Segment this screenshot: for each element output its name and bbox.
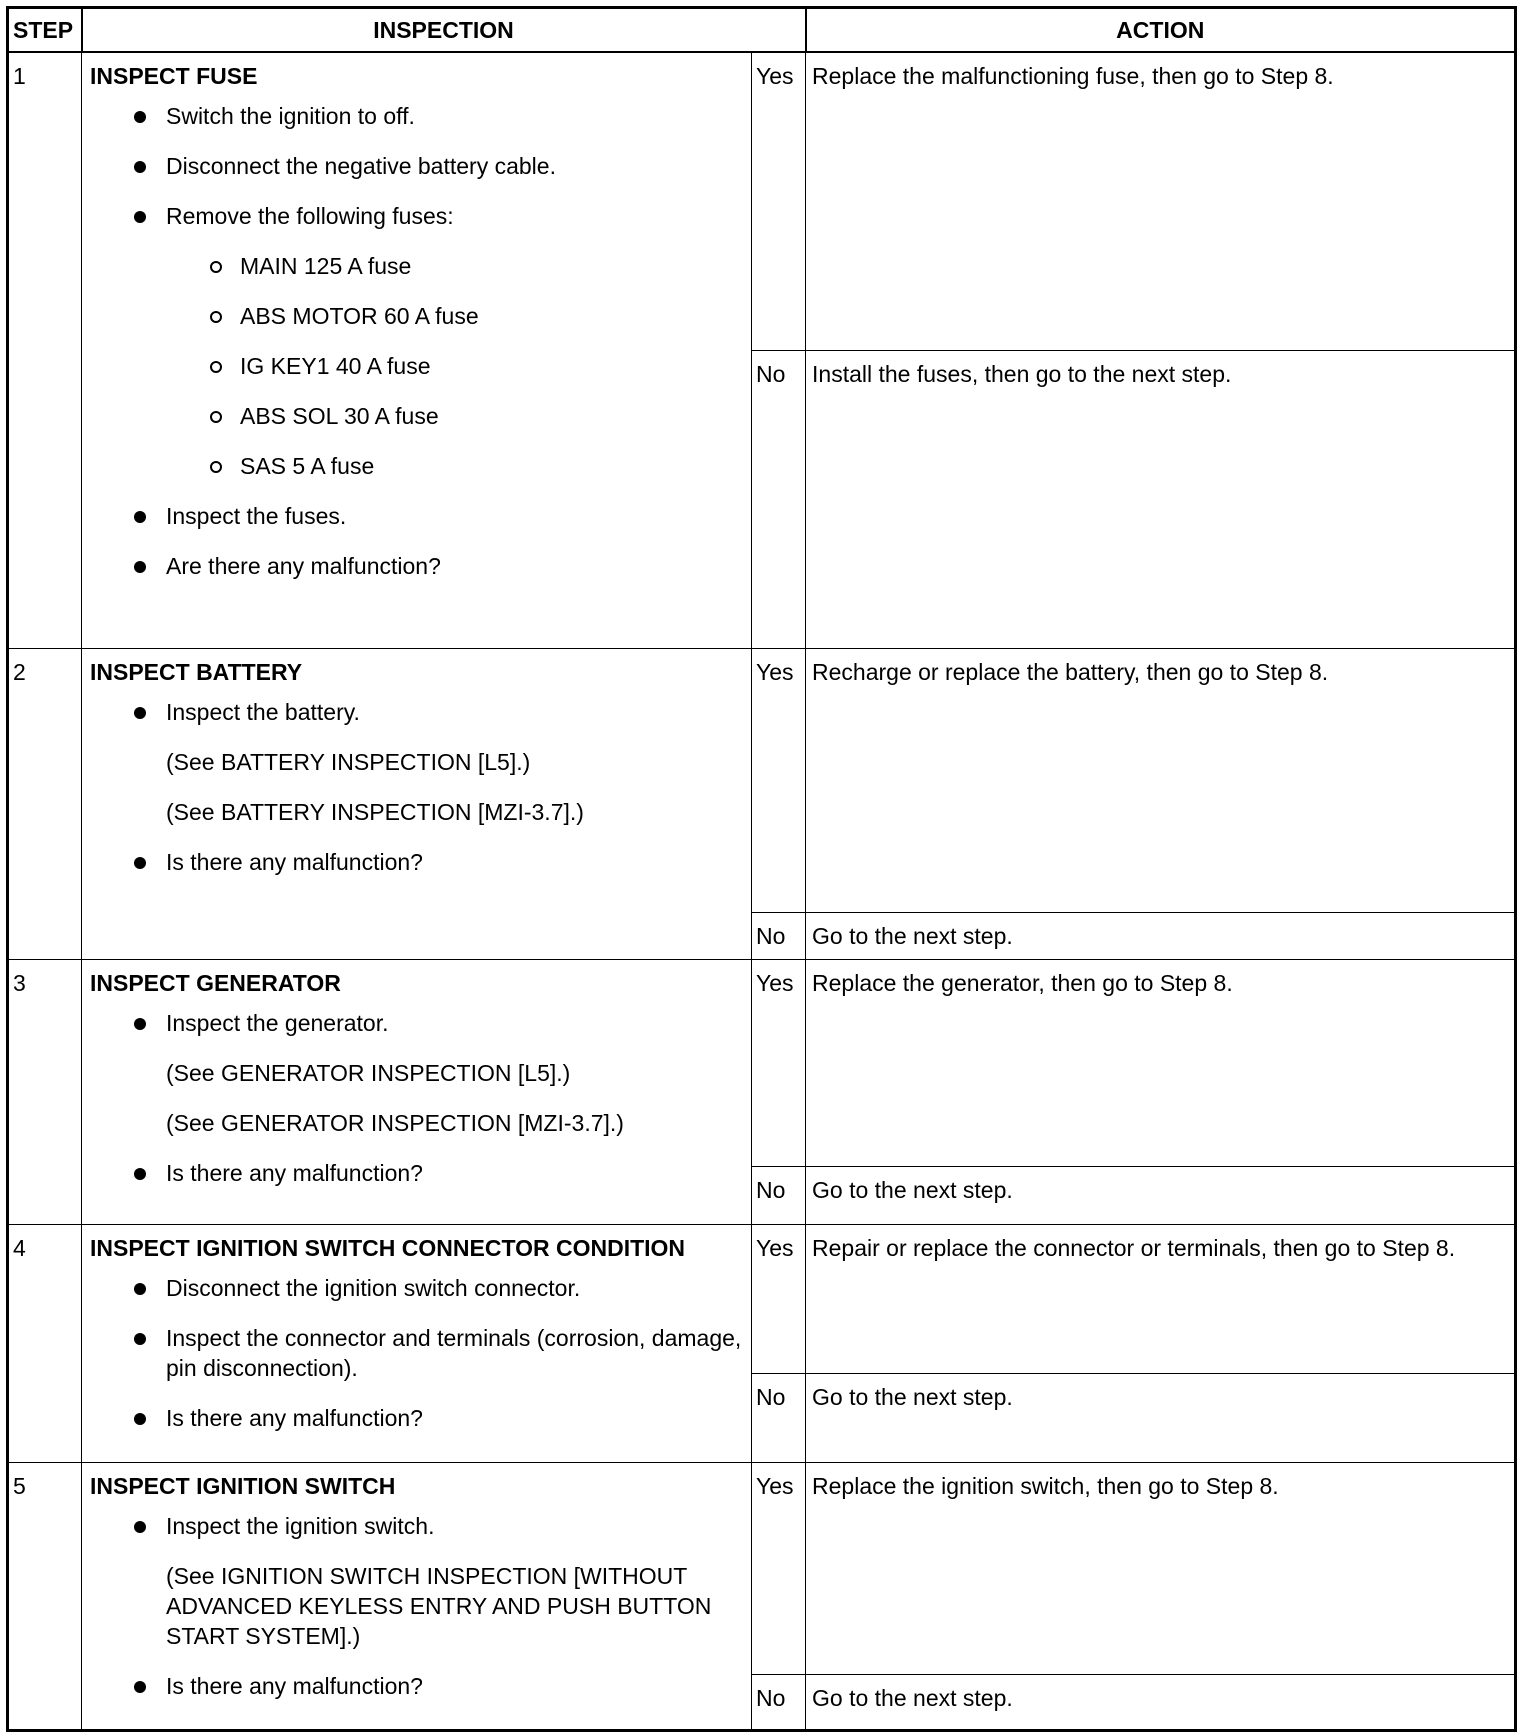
no-label: No (752, 350, 806, 648)
no-action: Go to the next step. (806, 912, 1516, 959)
inspection-bullet: Inspect the generator. (90, 1008, 743, 1038)
inspection-question: Is there any malfunction? (90, 1671, 743, 1701)
step-number: 5 (8, 1462, 82, 1730)
header-step: STEP (8, 8, 82, 53)
step-2-yes-row (8, 648, 1516, 912)
yes-action: Replace the ignition switch, then go to Step 8. (806, 1462, 1516, 1674)
step-number: 1 (8, 52, 82, 648)
step-title: INSPECT IGNITION SWITCH (90, 1472, 396, 1499)
step-1-yes-row (8, 52, 1516, 350)
step-5-yes-row (8, 1462, 1516, 1674)
step-3-yes-row (8, 959, 1516, 1166)
no-action: Go to the next step. (806, 1373, 1516, 1462)
reference-note: (See GENERATOR INSPECTION [MZI-3.7].) (166, 1109, 624, 1136)
header-inspection: INSPECTION (82, 8, 806, 53)
yes-action: Recharge or replace the battery, then go to Step 8. (806, 648, 1516, 912)
reference-note: (See BATTERY INSPECTION [L5].) (166, 748, 531, 775)
header-action: ACTION (806, 8, 1516, 53)
inspection-cell (82, 1462, 752, 1730)
yes-action: Replace the generator, then go to Step 8. (806, 959, 1516, 1166)
inspection-bullet: Inspect the connector and terminals (corrosion, damage, pin disconnection). (90, 1323, 743, 1383)
fuse-subitem: MAIN 125 A fuse (90, 251, 743, 281)
step-title: INSPECT GENERATOR (90, 969, 341, 996)
header-row (8, 8, 1516, 53)
inspection-bullet: Remove the following fuses: (90, 201, 743, 231)
yes-label: Yes (752, 1224, 806, 1373)
step-number: 4 (8, 1224, 82, 1462)
yes-label: Yes (752, 959, 806, 1166)
step-4-yes-row (8, 1224, 1516, 1373)
yes-label: Yes (752, 1462, 806, 1674)
step-title: INSPECT FUSE (90, 63, 258, 89)
inspection-bullet: Inspect the fuses. (90, 501, 743, 531)
inspection-bullet: Disconnect the negative battery cable. (90, 151, 743, 181)
inspection-question: Is there any malfunction? (90, 1158, 743, 1188)
yes-action: Replace the malfunctioning fuse, then go to Step 8. (806, 52, 1516, 350)
inspection-question: Is there any malfunction? (90, 847, 743, 877)
no-label: No (752, 912, 806, 959)
fuse-subitem: IG KEY1 40 A fuse (90, 351, 743, 381)
inspection-cell (82, 52, 752, 648)
step-title: INSPECT BATTERY (90, 658, 303, 685)
inspection-bullet: Switch the ignition to off. (90, 101, 743, 131)
no-action: Go to the next step. (806, 1166, 1516, 1224)
inspection-cell (82, 1224, 752, 1462)
reference-note: (See IGNITION SWITCH INSPECTION [WITHOUT ADVANCED KEYLESS ENTRY AND PUSH BUTTON START SYSTEM].) (166, 1562, 712, 1649)
reference-note: (See GENERATOR INSPECTION [L5].) (166, 1059, 571, 1086)
step-number: 3 (8, 959, 82, 1224)
step-title: INSPECT IGNITION SWITCH CONNECTOR CONDITION (90, 1234, 686, 1261)
yes-label: Yes (752, 648, 806, 912)
no-label: No (752, 1166, 806, 1224)
yes-label: Yes (752, 52, 806, 350)
inspection-bullet: Inspect the ignition switch. (90, 1511, 743, 1541)
fuse-subitem: ABS MOTOR 60 A fuse (90, 301, 743, 331)
no-label: No (752, 1674, 806, 1730)
step-number: 2 (8, 648, 82, 959)
inspection-bullet: Inspect the battery. (90, 697, 743, 727)
reference-note: (See BATTERY INSPECTION [MZI-3.7].) (166, 798, 584, 825)
inspection-bullet: Disconnect the ignition switch connector. (90, 1273, 743, 1303)
inspection-cell (82, 648, 752, 959)
fuse-subitem: SAS 5 A fuse (90, 451, 743, 481)
inspection-cell (82, 959, 752, 1224)
no-label: No (752, 1373, 806, 1462)
no-action: Go to the next step. (806, 1674, 1516, 1730)
procedure-table (6, 6, 1517, 1732)
no-action: Install the fuses, then go to the next step. (806, 350, 1516, 648)
inspection-question: Is there any malfunction? (90, 1403, 743, 1433)
fuse-subitem: ABS SOL 30 A fuse (90, 401, 743, 431)
yes-action: Repair or replace the connector or terminals, then go to Step 8. (806, 1224, 1516, 1373)
inspection-question: Are there any malfunction? (90, 551, 743, 581)
